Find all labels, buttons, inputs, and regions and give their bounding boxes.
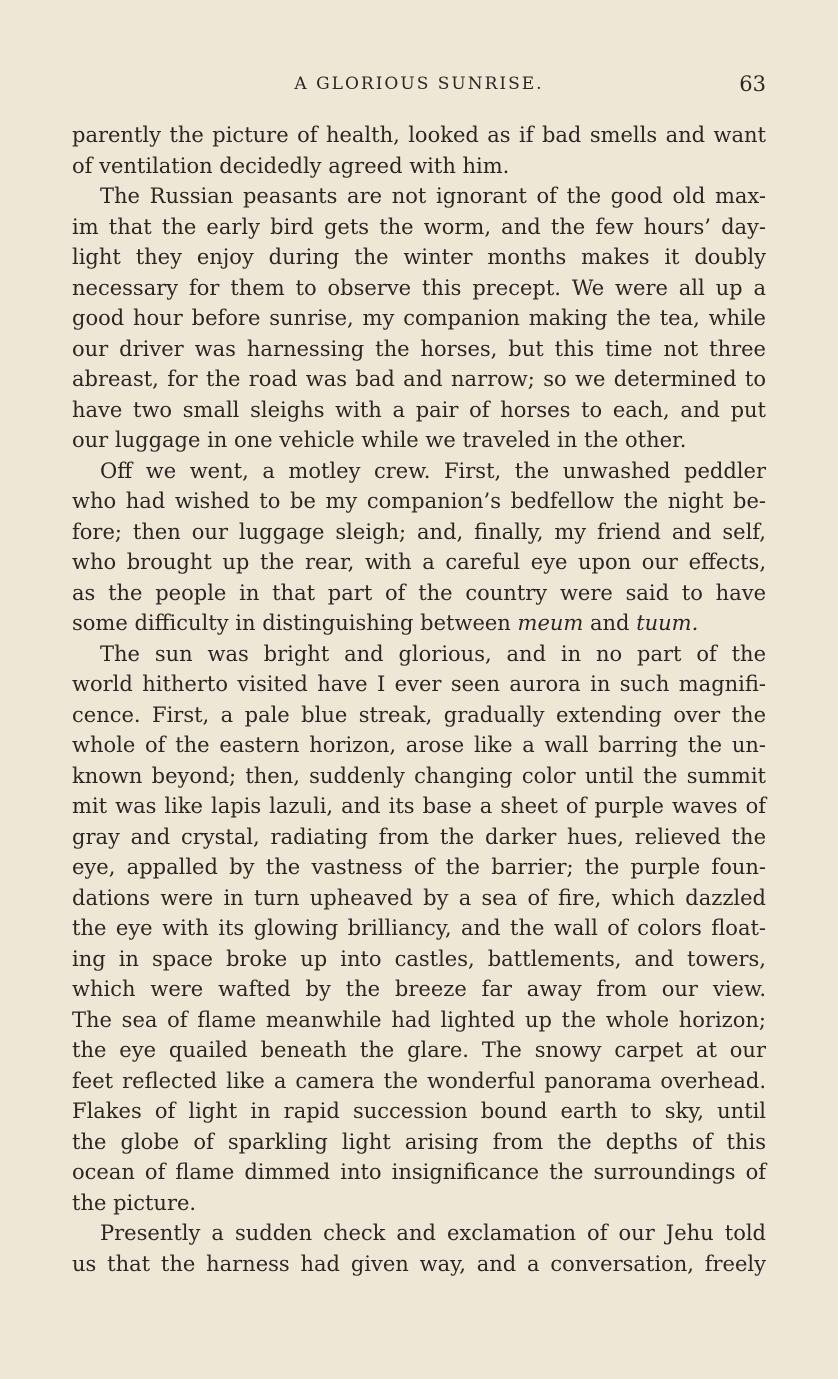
- text-line: feet reflected like a camera the wonderful panorama overhead.: [72, 1068, 766, 1093]
- italic-word: meum: [517, 611, 584, 635]
- text-line: mit was like lapis lazuli, and its base a sheet of purple waves of: [72, 794, 766, 818]
- text-line: known beyond; then, suddenly changing color until the summit: [72, 763, 766, 788]
- text-line: the globe of sparkling light arising from the depths of this: [72, 1129, 766, 1154]
- text-line: dations were in turn upheaved by a sea of fire, which dazzled: [72, 885, 766, 910]
- text-line: Presently a sudden check and exclamation of our Jehu told: [100, 1221, 766, 1245]
- text-line: The sea of flame meanwhile had lighted up the whole horizon;: [72, 1007, 766, 1032]
- text-line: ing in space broke up into castles, battlements, and towers,: [72, 946, 766, 971]
- text-line: of ventilation decidedly agreed with him.: [72, 153, 510, 178]
- text-line: Flakes of light in rapid succession bound earth to sky, until: [72, 1099, 766, 1123]
- text-line: world hitherto visited have I ever seen aurora in such magnifi-: [72, 672, 766, 696]
- text-line: good hour before sunrise, my companion making the tea, while: [72, 306, 766, 330]
- text-line: eye, appalled by the vastness of the barrier; the purple foun-: [72, 855, 766, 879]
- text-line: im that the early bird gets the worm, and the few hours’ day-: [72, 214, 766, 239]
- body-text: [72, 120, 766, 1279]
- text-line: necessary for them to observe this precept. We were all up a: [72, 275, 766, 300]
- text-line: The sun was bright and glorious, and in no part of the: [100, 641, 766, 666]
- text-line: have two small sleighs with a pair of horses to each, and put: [72, 397, 766, 422]
- text-line: Off we went, a motley crew. First, the unwashed peddler: [100, 458, 766, 483]
- text-line: light they enjoy during the winter months makes it doubly: [72, 245, 766, 269]
- text-line: gray and crystal, radiating from the darker hues, relieved the: [72, 824, 766, 849]
- text-line: our luggage in one vehicle while we traveled in the other.: [72, 428, 687, 452]
- text-line: The Russian peasants are not ignorant of the good old max-: [100, 184, 766, 208]
- running-title: A GLORIOUS SUNRISE.: [294, 74, 544, 94]
- text-line: the picture.: [72, 1190, 197, 1215]
- text-line: who had wished to be my companion’s bedfellow the night be-: [72, 489, 766, 513]
- text-line: the eye quailed beneath the glare. The snowy carpet at our: [72, 1038, 766, 1062]
- text-line: the eye with its glowing brilliancy, and the wall of colors float-: [72, 916, 766, 940]
- text-line: our driver was harnessing the horses, but this time not three: [72, 336, 766, 361]
- text-line: who brought up the rear, with a careful eye upon our effects,: [72, 550, 766, 574]
- text-line: parently the picture of health, looked as if bad smells and want: [72, 123, 766, 147]
- text-line: some difficulty in distinguishing between meum and tuum.: [72, 611, 699, 635]
- text-line: us that the harness had given way, and a conversation, freely: [72, 1251, 766, 1276]
- text-line: abreast, for the road was bad and narrow; so we determined to: [72, 367, 766, 391]
- running-head: [72, 72, 766, 100]
- text-line: which were wafted by the breeze far away from our view.: [72, 977, 766, 1001]
- text-line: fore; then our luggage sleigh; and, finally, my friend and self,: [72, 519, 766, 544]
- italic-word: tuum.: [636, 611, 699, 635]
- text-line: ocean of flame dimmed into insignificance the surroundings of: [72, 1160, 766, 1184]
- text-line: as the people in that part of the country were said to have: [72, 580, 766, 605]
- text-line: whole of the eastern horizon, arose like a wall barring the un-: [72, 733, 766, 757]
- text-line: cence. First, a pale blue streak, gradually extending over the: [72, 702, 766, 727]
- page-number: 63: [739, 72, 766, 96]
